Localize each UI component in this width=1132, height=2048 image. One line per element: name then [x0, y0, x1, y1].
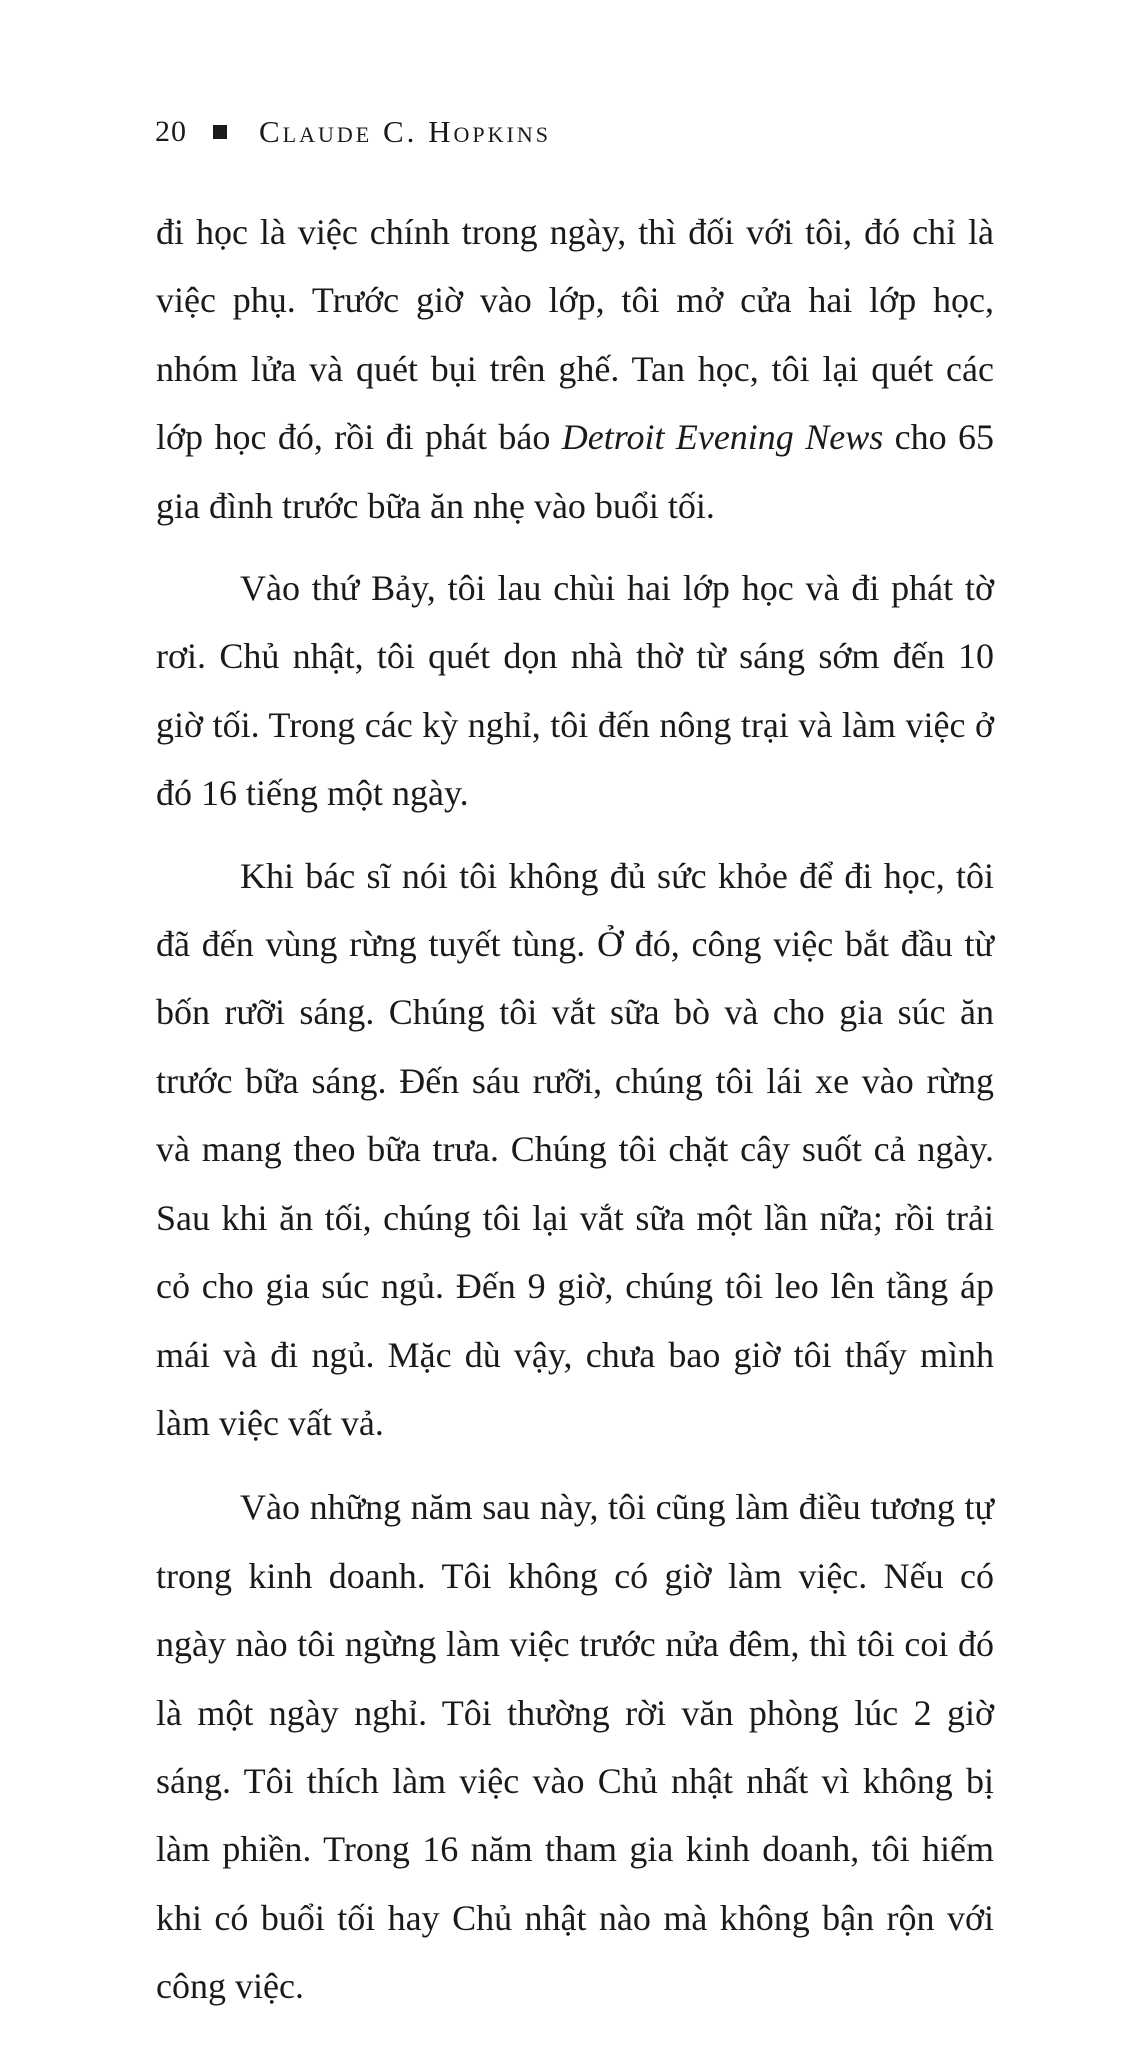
newspaper-title: Detroit Evening News: [561, 417, 884, 458]
body-text: [156, 198, 994, 2021]
paragraph-1-text: đi học là việc chính trong ngày, thì đối với tôi, đó chỉ là việc phụ. Trước giờ vào lớp, tôi mở cửa hai lớp học, nhóm lửa và quét bụi trên ghế. Tan học, tôi lại quét các lớp học đó, rồi đi phát báo: [156, 212, 994, 458]
paragraph-1-text-end: cho 65 gia đình trước bữa ăn nhẹ vào buổi tối.: [156, 417, 995, 526]
paragraph-2: Vào thứ Bảy, tôi lau chùi hai lớp học và đi phát tờ rơi. Chủ nhật, tôi quét dọn nhà thờ từ sáng sớm đến 10 giờ tối. Trong các kỳ nghỉ, tôi đến nông trại và làm việc ở đó 16 tiếng một ngày.: [156, 568, 994, 814]
paragraph-4: Vào những năm sau này, tôi cũng làm điều tương tự trong kinh doanh. Tôi không có giờ làm việc. Nếu có ngày nào tôi ngừng làm việc trước nửa đêm, thì tôi coi đó là một ngày nghỉ. Tôi thường rời văn phòng lúc 2 giờ sáng. Tôi thích làm việc vào Chủ nhật nhất vì không bị làm phiền. Trong 16 năm tham gia kinh doanh, tôi hiếm khi có buổi tối hay Chủ nhật nào mà không bận rộn với công việc.: [156, 1487, 994, 2007]
running-head: [155, 112, 551, 152]
page-number: 20: [155, 115, 187, 148]
paragraph-1: [156, 198, 994, 540]
paragraph-3: Khi bác sĩ nói tôi không đủ sức khỏe để đi học, tôi đã đến vùng rừng tuyết tùng. Ở đó, công việc bắt đầu từ bốn rưỡi sáng. Chúng tôi vắt sữa bò và cho gia súc ăn trước bữa sáng. Đến sáu rưỡi, chúng tôi lái xe vào rừng và mang theo bữa trưa. Chúng tôi chặt cây suốt cả ngày. Sau khi ăn tối, chúng tôi lại vắt sữa một lần nữa; rồi trải cỏ cho gia súc ngủ. Đến 9 giờ, chúng tôi leo lên tầng áp mái và đi ngủ. Mặc dù vậy, chưa bao giờ tôi thấy mình làm việc vất vả.: [156, 855, 994, 1443]
square-bullet-icon: [213, 125, 227, 139]
running-title: Claude C. Hopkins: [259, 114, 551, 149]
